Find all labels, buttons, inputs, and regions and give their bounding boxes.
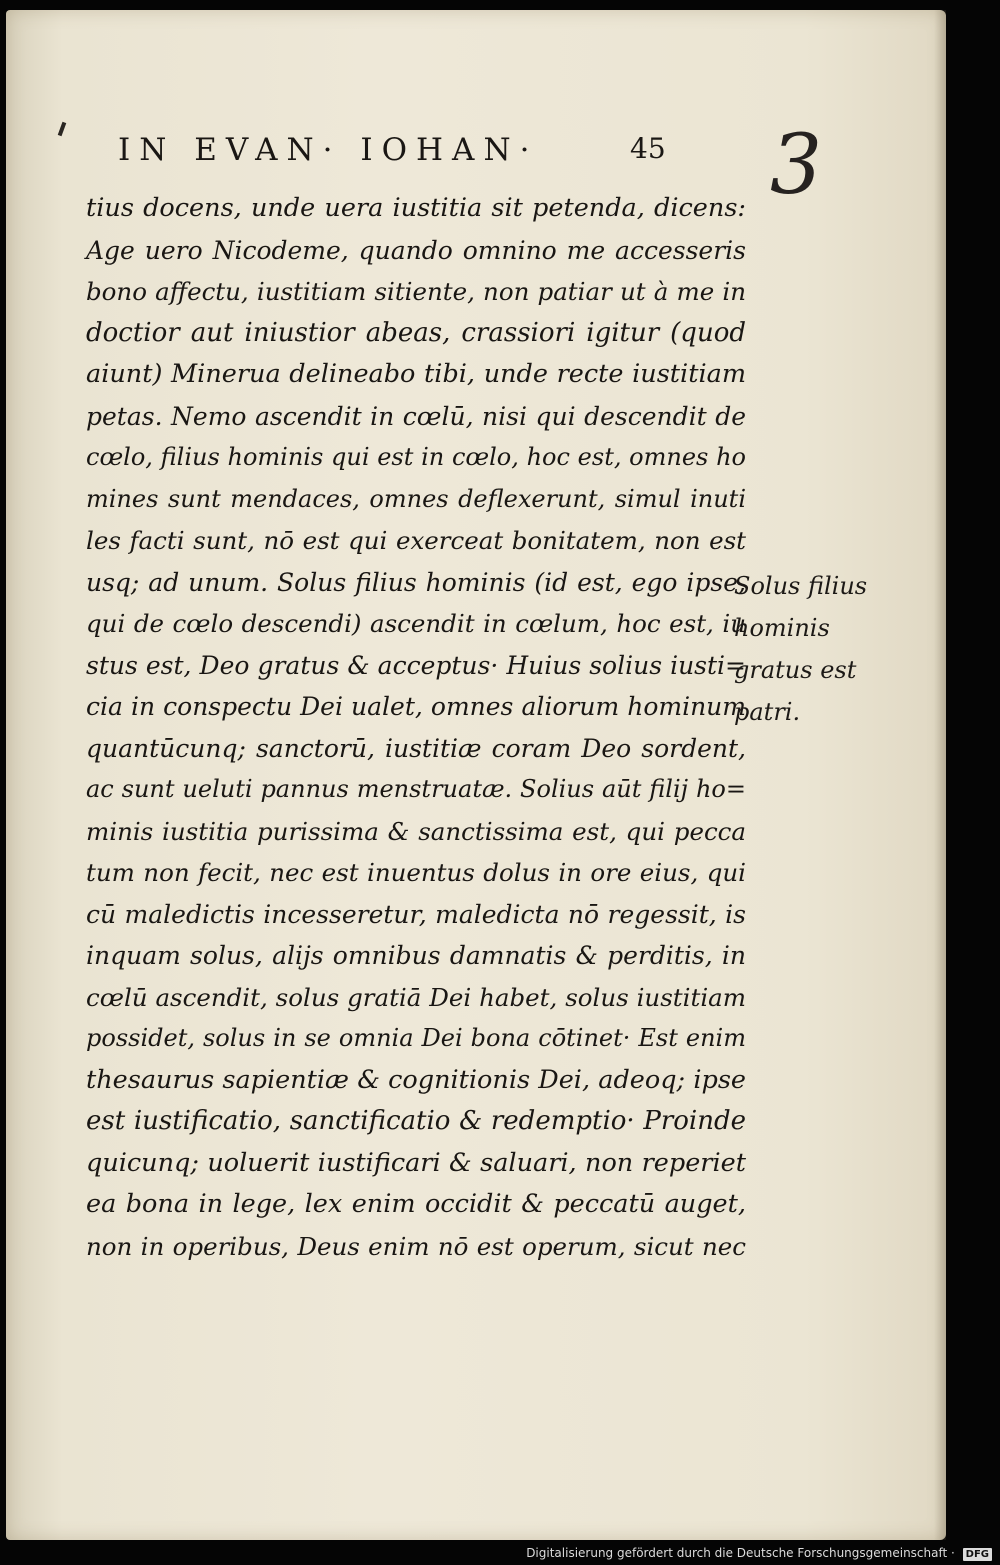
marginal-note	[734, 565, 884, 733]
text-line: cœlū ascendit, solus gratiā Dei habet, solus iustitiam	[86, 982, 746, 1012]
text-line: cia in conspectu Dei ualet, omnes aliorum hominum	[86, 692, 746, 721]
text-line: cū maledictis incesseretur, maledicta nō regessit, is	[86, 899, 746, 929]
text-line: mines sunt mendaces, omnes deflexerunt, simul inuti	[86, 484, 746, 513]
text-line: qui de cœlo descendi) ascendit in cœlum, hoc est, iu	[86, 609, 746, 638]
text-line: cœlo, filius hominis qui est in cœlo, hoc est, omnes ho	[86, 443, 746, 471]
text-line: petas. Nemo ascendit in cœlū, nisi qui descendit de	[86, 401, 746, 431]
page-edge-shadow	[934, 10, 946, 1540]
dfg-logo: DFG	[963, 1548, 992, 1561]
text-line: Age uero Nicodeme, quando omnino me accesseris	[86, 235, 746, 265]
text-line: ac sunt ueluti pannus menstruatæ. Solius aūt filij ho=	[86, 775, 746, 803]
marginal-note-line: hominis	[734, 614, 830, 642]
marginal-note-line: gratus est	[734, 656, 857, 684]
digitization-credit	[526, 1546, 992, 1561]
credit-text: Digitalisierung gefördert durch die Deutsche Forschungsgemeinschaft ·	[526, 1546, 955, 1560]
text-line: inquam solus, alijs omnibus damnatis & perditis, in	[86, 941, 746, 970]
text-line: stus est, Deo gratus & acceptus· Huius solius iusti=	[86, 650, 746, 680]
handwritten-folio-number: 3	[770, 118, 823, 213]
text-line: thesaurus sapientiæ & cognitionis Dei, adeoq; ipse	[86, 1064, 746, 1095]
text-line: minis iustitia purissima & sanctissima est, qui pecca	[86, 816, 746, 846]
text-line: ea bona in lege, lex enim occidit & peccatū auget,	[86, 1189, 746, 1219]
text-line: est iustificatio, sanctificatio & redemptio· Proinde	[86, 1106, 746, 1136]
running-head	[118, 132, 698, 182]
text-line: tum non fecit, nec est inuentus dolus in ore eius, qui	[86, 858, 746, 887]
text-line: non in operibus, Deus enim nō est operum, sicut nec	[86, 1231, 746, 1261]
text-line: quantūcunq; sanctorū, iustitiæ coram Deo sordent,	[86, 733, 746, 763]
text-line: quicunq; uoluerit iustificari & saluari, non reperiet	[86, 1147, 746, 1178]
text-line: les facti sunt, nō est qui exerceat bonitatem, non est	[86, 526, 746, 555]
text-line: bono affectu, iustitiam sitiente, non patiar ut à me in	[86, 277, 746, 306]
text-line: doctior aut iniustior abeas, crassiori igitur (quod	[86, 317, 746, 348]
running-head-title: IN EVAN· IOHAN·	[118, 132, 539, 168]
marginal-note-line: Solus filius	[734, 572, 868, 600]
text-line: possidet, solus in se omnia Dei bona cōtinet· Est enim	[86, 1024, 746, 1052]
body-text	[86, 188, 746, 1267]
text-line: usq; ad unum. Solus filius hominis (id est, ego ipse,	[86, 567, 746, 597]
text-line: aiunt) Minerua delineabo tibi, unde recte iustitiam	[86, 359, 746, 389]
marginal-note-line: patri.	[734, 698, 801, 726]
text-line: tius docens, unde uera iustitia sit petenda, dicens:	[86, 193, 746, 223]
page-number: 45	[630, 132, 666, 165]
